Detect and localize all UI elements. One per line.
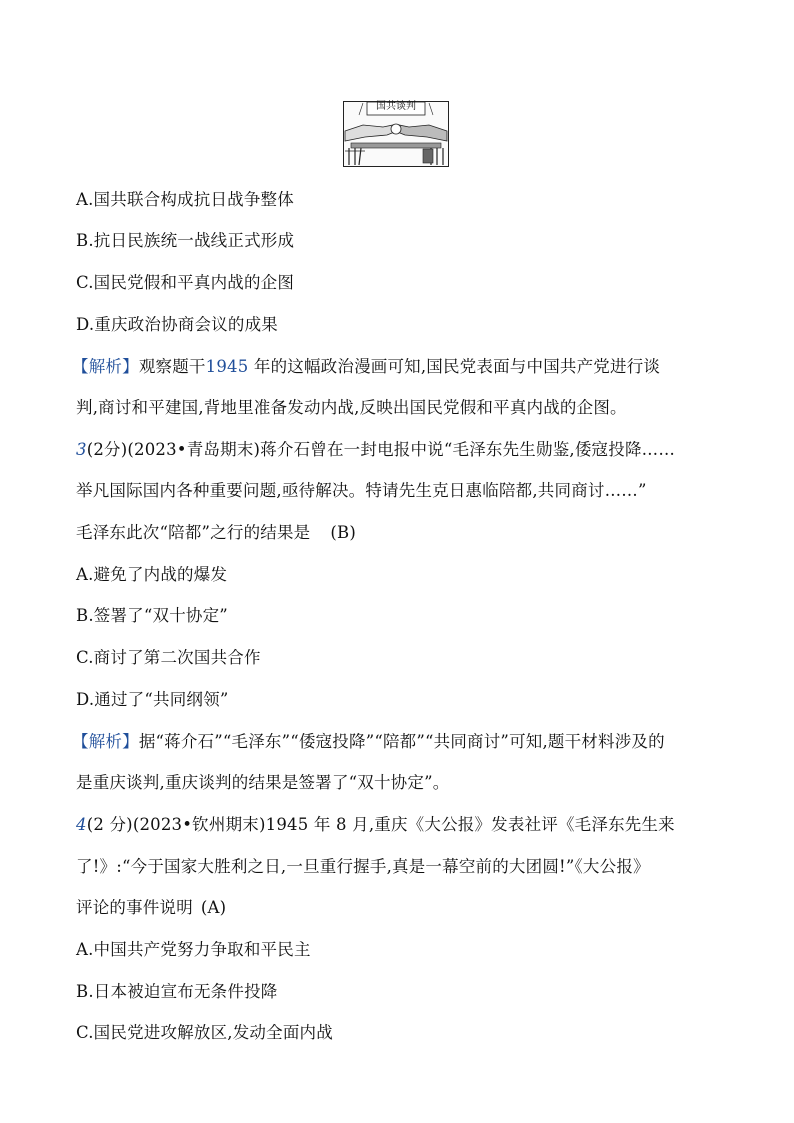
q2-option-c: C.国民党假和平真内战的企图	[76, 273, 295, 292]
political-cartoon-image	[343, 101, 449, 167]
q2-analysis-label: 【解析】	[72, 357, 139, 376]
q4-stem-line-3: 评论的事件说明 (A)	[76, 898, 227, 917]
q2-analysis-line-2: 判,商讨和平建国,背地里准备发动内战,反映出国民党假和平真内战的企图。	[76, 398, 627, 417]
q4-stem-line-2: 了!》:“今于国家大胜利之日,一旦重行握手,真是一幕空前的大团圆!”《大公报》	[76, 857, 650, 876]
q2-option-b: B.抗日民族统一战线正式形成	[76, 231, 295, 250]
q3-answer: (B)	[330, 523, 356, 542]
q4-answer: (A)	[200, 898, 227, 917]
q2-option-d: D.重庆政治协商会议的成果	[76, 315, 278, 334]
q2-option-a: A.国共联合构成抗日战争整体	[76, 190, 294, 209]
q4-stem-line-1: 4(2 分)(2023•钦州期末)1945 年 8 月,重庆《大公报》发表社评《毛泽东先生来	[76, 815, 675, 834]
q3-analysis-label: 【解析】	[72, 732, 139, 751]
q3-option-d: D.通过了“共同纲领”	[76, 690, 229, 709]
q2-analysis-year: 1945	[205, 357, 249, 376]
q3-stem-line-1: 3(2分)(2023•青岛期末)蒋介石曾在一封电报中说“毛泽东先生勋鉴,倭寇投降……	[76, 440, 676, 459]
q3-stem-line-3: 毛泽东此次“陪都”之行的结果是 (B)	[76, 523, 356, 542]
q4-option-a: A.中国共产党努力争取和平民主	[76, 940, 311, 959]
q3-option-c: C.商讨了第二次国共合作	[76, 648, 261, 667]
q3-stem-line-2: 举凡国际国内各种重要问题,亟待解决。特请先生克日惠临陪都,共同商讨……”	[76, 481, 647, 500]
q3-analysis-line-2: 是重庆谈判,重庆谈判的结果是签署了“双十协定”。	[76, 773, 450, 792]
q4-number: 4	[76, 815, 87, 834]
q3-analysis-line-1: 【解析】据“蒋介石”“毛泽东”“倭寇投降”“陪都”“共同商讨”可知,题干材料涉及的	[72, 732, 665, 751]
q3-number: 3	[76, 440, 87, 459]
cartoon-caption: 国共谈判	[376, 101, 416, 112]
q4-option-c: C.国民党进攻解放区,发动全面内战	[76, 1023, 333, 1042]
q2-analysis-line-1: 【解析】观察题干1945 年的这幅政治漫画可知,国民党表面与中国共产党进行谈	[72, 357, 661, 376]
q3-option-a: A.避免了内战的爆发	[76, 565, 228, 584]
q4-option-b: B.日本被迫宣布无条件投降	[76, 982, 278, 1001]
q3-option-b: B.签署了“双十协定”	[76, 606, 228, 625]
